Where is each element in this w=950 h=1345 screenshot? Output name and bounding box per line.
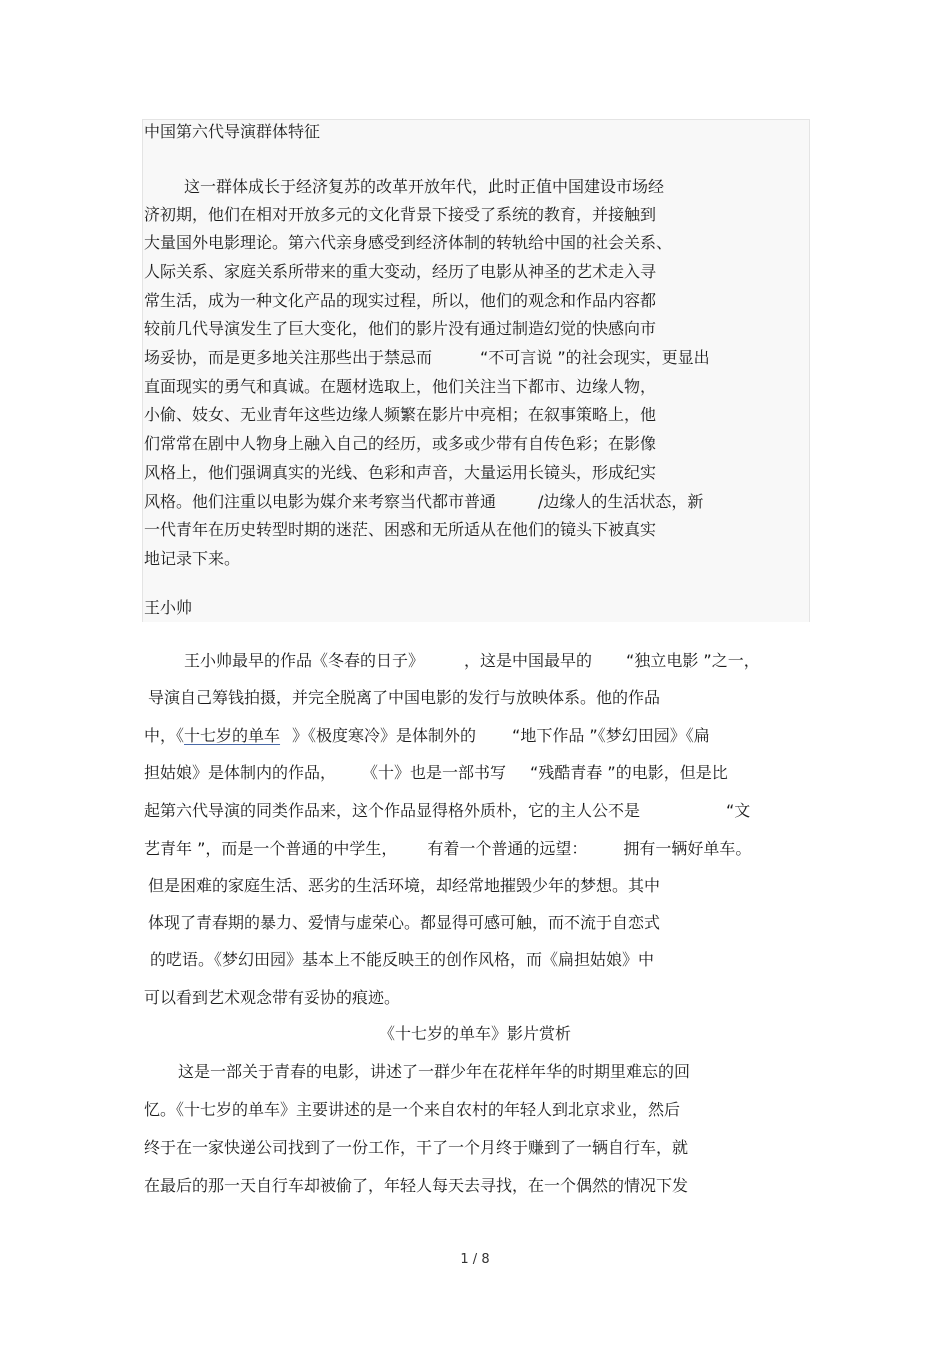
paragraph-line: 终于在一家快递公司找到了一份工作，干了一个月终于赚到了一辆自行车，就	[144, 1138, 689, 1157]
paragraph-line: 一代青年在历史转型时期的迷茫、困惑和无所适从在他们的镜头下被真实	[144, 520, 657, 539]
paragraph-line: 常生活，成为一种文化产品的现实过程，所以，他们的观念和作品内容都	[144, 291, 657, 310]
text-segment: 中，《	[144, 726, 185, 745]
paragraph-line: 但是困难的家庭生活、恶劣的生活环境，却经常地摧毁少年的梦想。其中	[148, 876, 661, 895]
paragraph-line: 忆。《十七岁的单车》主要讲述的是一个来自农村的年轻人到北京求业，然后	[144, 1100, 681, 1119]
section-title: 中国第六代导演群体特征	[144, 122, 321, 141]
paragraph-line: 人际关系、家庭关系所带来的重大变动，经历了电影从神圣的艺术走入寻	[144, 262, 657, 281]
paragraph-line	[144, 801, 750, 821]
paragraph-line	[184, 651, 760, 671]
text-segment: 有着一个普通的远望：	[427, 839, 588, 858]
text-segment: ，这是中国最早的	[464, 651, 593, 670]
paragraph-line: 济初期，他们在相对开放多元的文化背景下接受了系统的教育，并接触到	[144, 205, 657, 224]
text-segment: 担姑娘》是体制内的作品，	[144, 763, 337, 782]
paragraph-line: 大量国外电影理论。第六代亲身感受到经济体制的转轨给中国的社会关系、	[144, 233, 673, 252]
paragraph-line: 可以看到艺术观念带有妥协的痕迹。	[144, 988, 401, 1007]
text-segment: “独立电影 ”之一，	[626, 651, 760, 670]
film-title-link[interactable]: 十七岁的单车	[184, 726, 281, 745]
paragraph-line	[144, 492, 703, 512]
paragraph-line: 这是一部关于青春的电影，讲述了一群少年在花样年华的时期里难忘的回	[178, 1062, 691, 1081]
text-segment: 起第六代导演的同类作品来，这个作品显得格外质朴，它的主人公不是	[144, 801, 641, 820]
paragraph-line: 较前几代导演发生了巨大变化，他们的影片没有通过制造幻觉的快感向市	[144, 319, 657, 338]
paragraph-line	[144, 763, 728, 783]
text-segment: “不可言说 ”的社会现实，更显出	[480, 348, 710, 367]
paragraph-line: 地记录下来。	[144, 549, 241, 568]
text-segment: 王小帅最早的作品《冬春的日子》	[184, 651, 425, 670]
text-segment: 风格。他们注重以电影为媒介来考察当代都市普通	[144, 492, 497, 511]
paragraph-line: 直面现实的勇气和真诚。在题材选取上，他们关注当下都市、边缘人物，	[144, 377, 657, 396]
paragraph-line: 这一群体成长于经济复苏的改革开放年代，此时正值中国建设市场经	[184, 177, 665, 196]
text-segment: “地下作品 ”《梦幻田园》《扁	[512, 726, 710, 745]
paragraph-line: 导演自己筹钱拍摄，并完全脱离了中国电影的发行与放映体系。他的作品	[148, 688, 661, 707]
paragraph-line: 小偷、妓女、无业青年这些边缘人频繁在影片中亮相；在叙事策略上，他	[144, 405, 657, 424]
text-segment: 拥有一辆好单车。	[623, 839, 752, 858]
paragraph-line	[144, 726, 710, 746]
text-segment: “残酷青春 ”的电影，但是比	[530, 763, 728, 782]
paragraph-line	[144, 348, 710, 368]
paragraph-line: 们常常在剧中人物身上融入自己的经历，或多或少带有自传色彩；在影像	[144, 434, 657, 453]
section-title-centered: 《十七岁的单车》影片赏析	[378, 1024, 571, 1043]
paragraph-line: 风格上，他们强调真实的光线、色彩和声音，大量运用长镜头，形成纪实	[144, 463, 657, 482]
text-segment: 艺青年 ”，而是一个普通的中学生，	[144, 839, 398, 858]
text-segment: 场妥协，而是更多地关注那些出于禁忌而	[144, 348, 433, 367]
text-segment: “文	[726, 801, 751, 820]
text-segment: 》《极度寒冷》是体制外的	[292, 726, 477, 745]
text-segment: /边缘人的生活状态，新	[538, 492, 704, 511]
paragraph-line	[144, 839, 751, 859]
text-segment: 《十》也是一部书写	[362, 763, 507, 782]
paragraph-line: 在最后的那一天自行车却被偷了，年轻人每天去寻找，在一个偶然的情况下发	[144, 1176, 689, 1195]
paragraph-line: 的呓语。《梦幻田园》基本上不能反映王的创作风格，而《扁担姑娘》中	[150, 950, 655, 969]
page-number: 1 / 8	[460, 1252, 490, 1267]
paragraph-line: 体现了青春期的暴力、爱情与虚荣心。都显得可感可触，而不流于自恋式	[148, 913, 661, 932]
section-title: 王小帅	[144, 598, 193, 617]
